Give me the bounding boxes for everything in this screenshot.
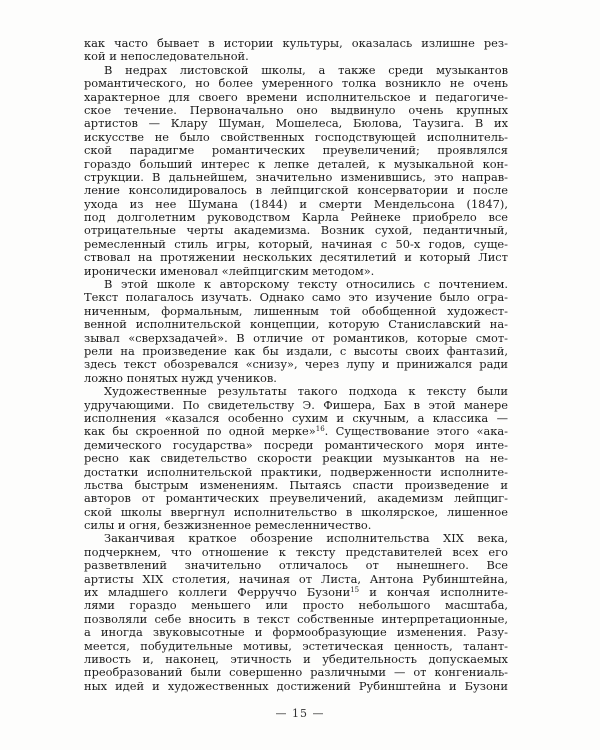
text-line bbox=[84, 519, 508, 532]
text-line-content: ской парадигме романтических преувеличений; проявлялся bbox=[84, 143, 508, 158]
text-line bbox=[84, 144, 508, 157]
text-line-content: льства быстрым изменениям. Пытаясь спасти произведение и bbox=[84, 477, 508, 492]
text-line-content: ление консолидировалось в лейпцигской консерватории и после bbox=[84, 183, 508, 198]
text-line bbox=[84, 238, 508, 251]
text-line bbox=[84, 211, 508, 224]
text-line bbox=[84, 131, 508, 144]
text-line-content: Художественные результаты такого подхода к тексту были bbox=[104, 384, 508, 399]
text-line-content: как часто бывает в истории культуры, оказалась излишне рез- bbox=[84, 36, 508, 50]
text-line bbox=[84, 77, 508, 90]
text-line-content: Заканчивая краткое обозрение исполнительства XIX века, bbox=[104, 531, 508, 546]
text-line-content: ниченным, формальным, лишенным той обобщенной художест- bbox=[84, 303, 508, 318]
body-text bbox=[84, 37, 508, 693]
text-line bbox=[84, 573, 508, 586]
text-line-content: достатки исполнительской практики, подверженности исполните- bbox=[84, 464, 508, 479]
text-line-content: демического государства» посреди романтического моря инте- bbox=[84, 437, 508, 452]
text-line-content: В недрах листовской школы, а также среди музыкантов bbox=[104, 62, 508, 77]
text-line bbox=[84, 479, 508, 492]
text-line bbox=[84, 666, 508, 679]
text-line-content: меется, побудительные мотивы, эстетическая ценность, талант- bbox=[84, 638, 508, 653]
text-line-content: струкции. В дальнейшем, значительно изменившись, это направ- bbox=[84, 169, 508, 184]
text-line bbox=[84, 332, 508, 345]
text-line bbox=[84, 586, 508, 599]
text-line-content: ливость и, наконец, этичность и убедительность допускаемых bbox=[84, 651, 508, 666]
text-line bbox=[84, 425, 508, 438]
text-line bbox=[84, 506, 508, 519]
text-line-content: зывал «сверхзадачей». В отличие от романтиков, которые смот- bbox=[84, 330, 508, 345]
text-line-content: преобразований были совершенно различными — от конгениаль- bbox=[84, 665, 508, 680]
text-line bbox=[84, 291, 508, 304]
text-line bbox=[84, 439, 508, 452]
text-line-content: В этой школе к авторскому тексту относились с почтением. bbox=[104, 277, 508, 292]
text-line bbox=[84, 399, 508, 412]
text-line bbox=[84, 452, 508, 465]
text-line-content: как бы скроенной по одной мерке» bbox=[84, 424, 316, 439]
text-line bbox=[84, 117, 508, 130]
text-line-content: под долголетним руководством Карла Рейнеке приобрело все bbox=[84, 210, 508, 225]
text-line bbox=[84, 50, 508, 63]
text-line-content: характерное для своего времени исполнительское и педагогиче- bbox=[84, 89, 508, 104]
text-line bbox=[84, 265, 508, 278]
text-line-content: ствовал на протяжении нескольких десятилетий и который Лист bbox=[84, 250, 508, 265]
text-line bbox=[84, 626, 508, 639]
text-line-continuation: . Существование этого «ака- bbox=[324, 424, 508, 439]
text-line bbox=[84, 64, 508, 77]
text-line bbox=[84, 91, 508, 104]
text-line-content: а иногда звуковысотные и формообразующие изменения. Разу- bbox=[84, 625, 508, 640]
text-line bbox=[84, 184, 508, 197]
text-line bbox=[84, 158, 508, 171]
text-line-content: ремесленный стиль игры, который, начиная с 50-х годов, суще- bbox=[84, 236, 508, 251]
text-line-content: ложно понятых нужд учеников. bbox=[84, 370, 277, 385]
text-line-content: подчеркнем, что отношение к тексту представителей всех его bbox=[84, 544, 508, 559]
text-line-content: ской школы ввергнул исполнительство в школярское, лишенное bbox=[84, 504, 508, 519]
text-line bbox=[84, 680, 508, 693]
text-line-content: отрицательные черты академизма. Возник сухой, педантичный, bbox=[84, 223, 508, 238]
text-line bbox=[84, 305, 508, 318]
text-line bbox=[84, 171, 508, 184]
text-line-content: гораздо больший интерес к лепке деталей, к музыкальной кон- bbox=[84, 156, 508, 171]
text-line bbox=[84, 613, 508, 626]
text-line bbox=[84, 640, 508, 653]
text-line-content: ресно как свидетельство скорости реакции музыкантов на не- bbox=[84, 451, 508, 466]
text-line bbox=[84, 372, 508, 385]
text-line-content: венной исполнительской концепции, которую Станиславский на- bbox=[84, 317, 508, 332]
text-line-content: романтического, но более умеренного толка возникло не очень bbox=[84, 76, 508, 91]
text-line bbox=[84, 599, 508, 612]
text-line bbox=[84, 653, 508, 666]
text-line bbox=[84, 104, 508, 117]
text-line-continuation: и кончая исполните- bbox=[359, 585, 508, 600]
footnote-marker: 16 bbox=[315, 425, 325, 434]
text-line-content: исполнения «казался особенно сухим и скучным, а классика — bbox=[84, 410, 508, 425]
text-line-content: артистов — Клару Шуман, Мошелеса, Бюлова, Таузига. В их bbox=[84, 116, 508, 131]
page-number: — 15 — bbox=[275, 707, 325, 720]
text-line-content: кой и непоследовательной. bbox=[84, 49, 249, 64]
text-line-content: удручающими. По свидетельству Э. Фишера, Бах в этой манере bbox=[84, 397, 508, 412]
text-line bbox=[84, 412, 508, 425]
text-line-content: искусстве не было свойственных господствующей исполнитель- bbox=[84, 129, 508, 144]
text-line bbox=[84, 37, 508, 50]
text-line bbox=[84, 358, 508, 371]
text-line bbox=[84, 559, 508, 572]
text-line-content: авторов от романтических преувеличений, академизм лейпциг- bbox=[84, 491, 508, 506]
text-line-content: разветвлений значительно отличалось от нынешнего. Все bbox=[84, 558, 508, 573]
text-line bbox=[84, 345, 508, 358]
text-line bbox=[84, 278, 508, 291]
text-line-content: лями гораздо меньшего или просто небольшого масштаба, bbox=[84, 598, 508, 613]
text-line-content: позволяли себе вносить в текст собственные интерпретационные, bbox=[84, 611, 508, 626]
text-line bbox=[84, 466, 508, 479]
text-line-content: их младшего коллеги Ферруччо Бузони bbox=[84, 585, 351, 600]
text-line bbox=[84, 546, 508, 559]
text-line bbox=[84, 492, 508, 505]
text-line bbox=[84, 251, 508, 264]
text-line-content: ных идей и художественных достижений Рубинштейна и Бузони bbox=[84, 678, 508, 693]
text-line bbox=[84, 318, 508, 331]
text-line-content: Текст полагалось изучать. Однако само это изучение было огра- bbox=[84, 290, 508, 305]
text-line bbox=[84, 385, 508, 398]
text-line-content: артисты XIX столетия, начиная от Листа, Антона Рубинштейна, bbox=[84, 571, 508, 586]
text-line bbox=[84, 224, 508, 237]
text-line-content: ское течение. Первоначально оно выдвинуло очень крупных bbox=[84, 102, 508, 117]
footnote-marker: 15 bbox=[350, 586, 360, 595]
text-line-content: силы и огня, безжизненное ремесленничество. bbox=[84, 518, 372, 533]
text-line-content: ухода из нее Шумана (1844) и смерти Мендельсона (1847), bbox=[84, 196, 508, 211]
text-line-content: рели на произведение как бы издали, с высоты своих фантазий, bbox=[84, 343, 508, 358]
text-line bbox=[84, 532, 508, 545]
text-line-content: иронически именовал «лейпцигским методом». bbox=[84, 263, 375, 278]
text-line-content: здесь текст обозревался «снизу», через лупу и принижался ради bbox=[84, 357, 508, 372]
text-line bbox=[84, 198, 508, 211]
